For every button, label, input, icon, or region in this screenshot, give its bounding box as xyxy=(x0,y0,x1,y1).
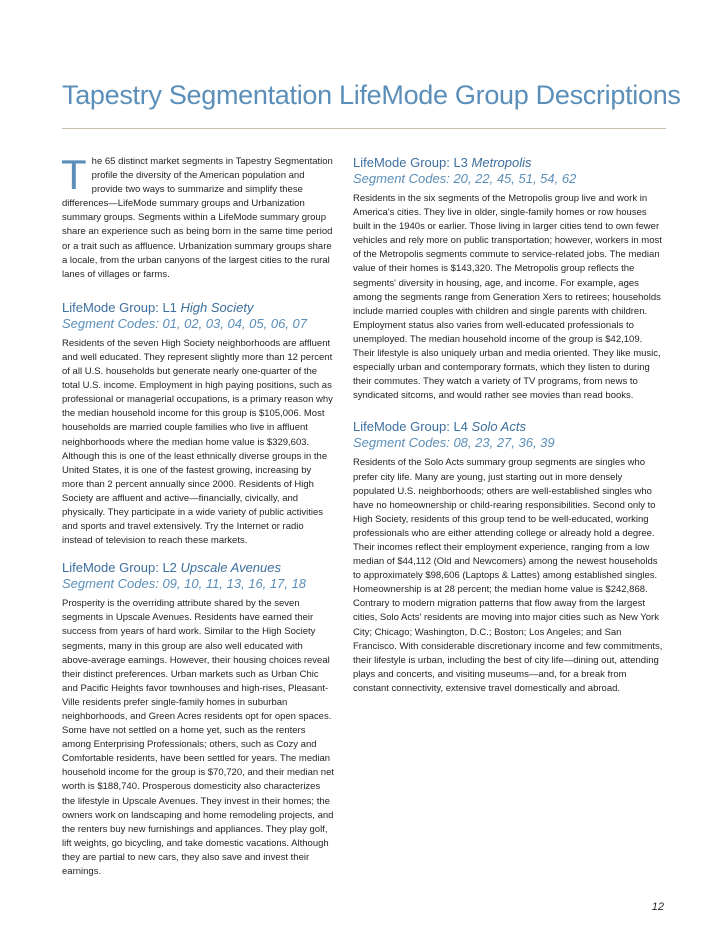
group-title: LifeMode Group: L3 Metropolis xyxy=(353,155,532,170)
group-l1 xyxy=(62,300,334,548)
group-l3 xyxy=(353,155,665,403)
segment-codes: Segment Codes: 01, 02, 03, 04, 05, 06, 07 xyxy=(62,315,308,331)
page-title: Tapestry Segmentation LifeMode Group Descriptions xyxy=(62,80,681,110)
group-l2 xyxy=(62,560,334,879)
group-description: Residents of the seven High Society neighborhoods are affluent and well educated. They represent slightly more than 12 percent of all U.S. households but generate nearly one-quarter of the total U.S. income. Employment in high paying positions, such as professional or managerial occupations, is a primary reason why the median household income for this group is $105,006. Most households are married couple families who live in affluent neighborhoods where the median home value is $329,603. Although this is one of the least ethnically diverse groups in the United States, it is one of the fastest growing, increasing by more than 2 percent annually since 2000. Residents of High Society are affluent and active—financially, civically, and physically. They participate in a wide variety of public activities and sports and travel extensively. Try the Internet or radio instead of television to reach these markets. xyxy=(62,337,333,547)
title-divider xyxy=(62,128,666,129)
left-column xyxy=(61,151,334,879)
group-description: Residents of the Solo Acts summary group segments are singles who prefer city life. Many are young, just starting out in more densely populated U.S. neighborhoods; others are well-established singles who have no homeownership or child-rearing responsibilities. Second only to High Society, residents of this group tend to be well-educated, working professionals who are either attending college or already hold a degree. Their incomes reflect their employment experience, ranging from a low median of $44,112 (Old and Newcomers) among the newest households to approximately $98,606 (Laptops & Lattes) among established singles. Homeownership is at 28 percent; the median home value is $242,868. Contrary to modern migration patterns that flow away from the largest cities, Solo Acts' residents are moving into major cities such as New York City; Chicago; Washington, D.C.; Boston; Los Angeles; and San Francisco. With considerable discretionary income and few commitments, their lifestyle is urban, including the best of city life—dining out, attending plays and concerts, and visiting museums—and, for a break from constant connectivity, extensive travel domestically and abroad. xyxy=(353,457,663,694)
page-number: 12 xyxy=(651,901,664,913)
group-l4 xyxy=(353,419,665,696)
segment-codes: Segment Codes: 08, 23, 27, 36, 39 xyxy=(353,435,555,451)
group-title: LifeMode Group: L1 High Society xyxy=(62,299,254,315)
intro-paragraph xyxy=(61,151,334,282)
group-title: LifeMode Group: L2 Upscale Avenues xyxy=(62,560,281,576)
group-description: Prosperity is the overriding attribute shared by the seven segments in Upscale Avenues. Residents have earned their success from years of hard work. Similar to the High Society segments, many in this group are also well educated with above-average earnings. However, their housing choices reveal their distinct preferences. Urban markets such as Urban Chic and Pacific Heights favor townhouses and high-rises, Pleasant-Ville residents prefer single-family homes in suburban neighborhoods, and Green Acres residents opt for open spaces. Some have not settled on a home yet, such as the renters among Enterprising Professionals; others, such as Cozy and Comfortable residents, have been settled for years. The median household income for the group is $70,720, and their median net worth is $188,740. Prosperous domesticity also characterizes the lifestyle in Upscale Avenues. They invest in their homes; the owners work on landscaping and home remodeling projects, and the renters buy new furnishings and appliances. They play golf, lift weights, go bicycling, and take domestic vacations. Although they are partial to new cars, they also save and invest their earnings. xyxy=(62,598,334,878)
group-description: Residents in the six segments of the Metropolis group live and work in America's cities. They live in older, single-family homes or row houses built in the 1940s or earlier. Those living in larger cities tend to own fewer vehicles and rely more on public transportation; however, workers in most of the Metropolis segments commute to service-related jobs. The median value of their homes is $143,320. The Metropolis group reflects the segments' diversity in housing, age, and income. For example, ages among the segments range from Generation Xers to retirees; households include married couples with children and single parents with children. Employment status also varies from well-educated professionals to unemployed. The median household income of the group is $42,109. Their lifestyle is also uniquely urban and media oriented. They like music, especially urban and contemporary formats, which they listen to during their commutes. They watch a variety of TV programs, from news to syndicated sitcoms, and would rather see movies than read books. xyxy=(353,193,662,402)
intro-text: he 65 distinct market segments in Tapestry Segmentation profile the diversity of the American population and provide two ways to summarize and simplify these differences—LifeMode summary groups and Urbanization summary groups. Segments within a LifeMode summary group share an experience such as being born in the same time period or a trait such as affluence. Urbanization summary groups share a locale, from the urban canyons of the largest cities to the rural lanes of villages or farms. xyxy=(62,156,333,280)
right-column xyxy=(353,155,665,696)
segment-codes: Segment Codes: 20, 22, 45, 51, 54, 62 xyxy=(353,171,577,186)
drop-cap: T xyxy=(61,151,87,198)
group-title: LifeMode Group: L4 Solo Acts xyxy=(353,419,526,435)
segment-codes: Segment Codes: 09, 10, 11, 13, 16, 17, 18 xyxy=(62,576,307,592)
